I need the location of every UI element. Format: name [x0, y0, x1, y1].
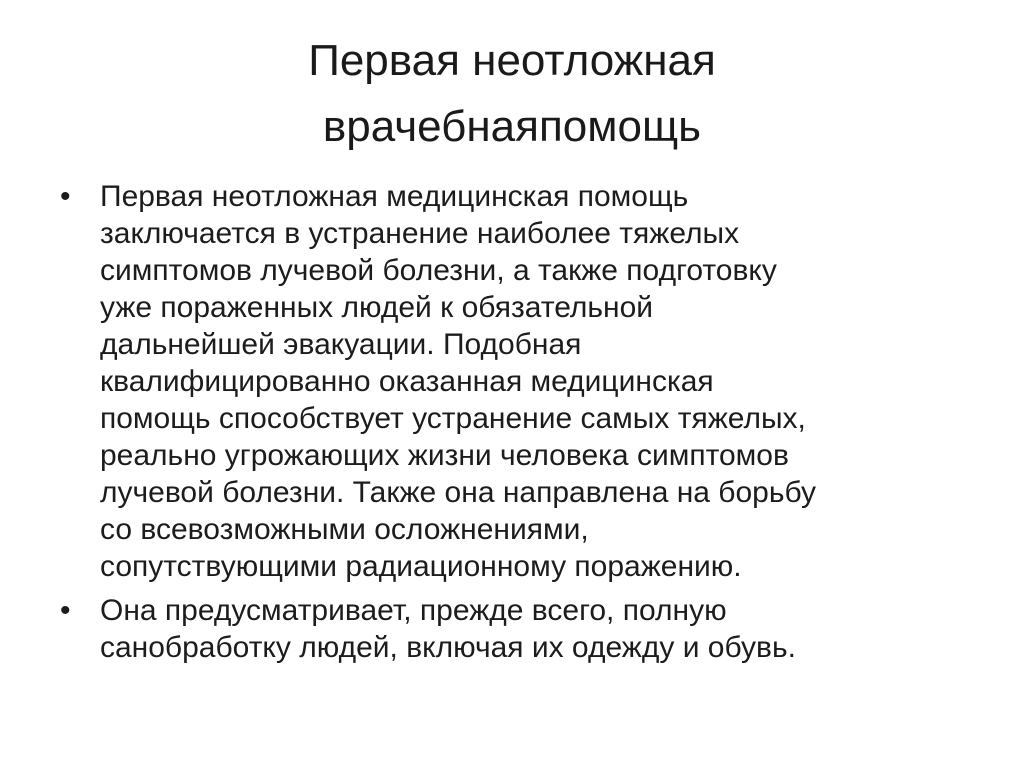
- bullet-1-line: заключается в устранение наиболее тяжелых: [100, 217, 740, 250]
- bullet-1-line: квалифицированно оказанная медицинская: [100, 365, 714, 398]
- bullet-1-line: сопутствующими радиационному поражению.: [100, 550, 742, 583]
- bullet-2-line: санобработку людей, включая их одежду и обувь.: [100, 631, 796, 664]
- bullet-1-line: со всевозможными осложнениями,: [100, 513, 589, 546]
- bullet-2-line: Она предусматривает, прежде всего, полную: [100, 594, 727, 627]
- bullet-item-2: [60, 592, 960, 666]
- bullet-1-line: реально угрожающих жизни человека симптомов: [100, 439, 789, 472]
- bullet-item-1: [60, 178, 960, 585]
- slide-title: [160, 28, 864, 160]
- slide-title-line-1: Первая неотложная: [308, 36, 716, 85]
- bullet-1-line: дальнейшей эвакуации. Подобная: [100, 328, 582, 361]
- bullet-list: [60, 178, 960, 673]
- bullet-1-line: помощь способствует устранение самых тяжелых,: [100, 402, 806, 435]
- bullet-marker-2: •: [60, 594, 71, 627]
- bullet-text-2: [100, 592, 960, 666]
- bullet-1-line: симптомов лучевой болезни, а также подготовку: [100, 254, 777, 287]
- bullet-1-line: уже пораженных людей к обязательной: [100, 291, 654, 324]
- bullet-1-line: Первая неотложная медицинская помощь: [100, 180, 689, 213]
- bullet-1-line: лучевой болезни. Также она направлена на борьбу: [100, 476, 817, 509]
- bullet-text-1: [100, 178, 960, 585]
- slide-title-line-2: врачебнаяпомощь: [322, 102, 702, 151]
- bullet-marker-1: •: [60, 180, 71, 213]
